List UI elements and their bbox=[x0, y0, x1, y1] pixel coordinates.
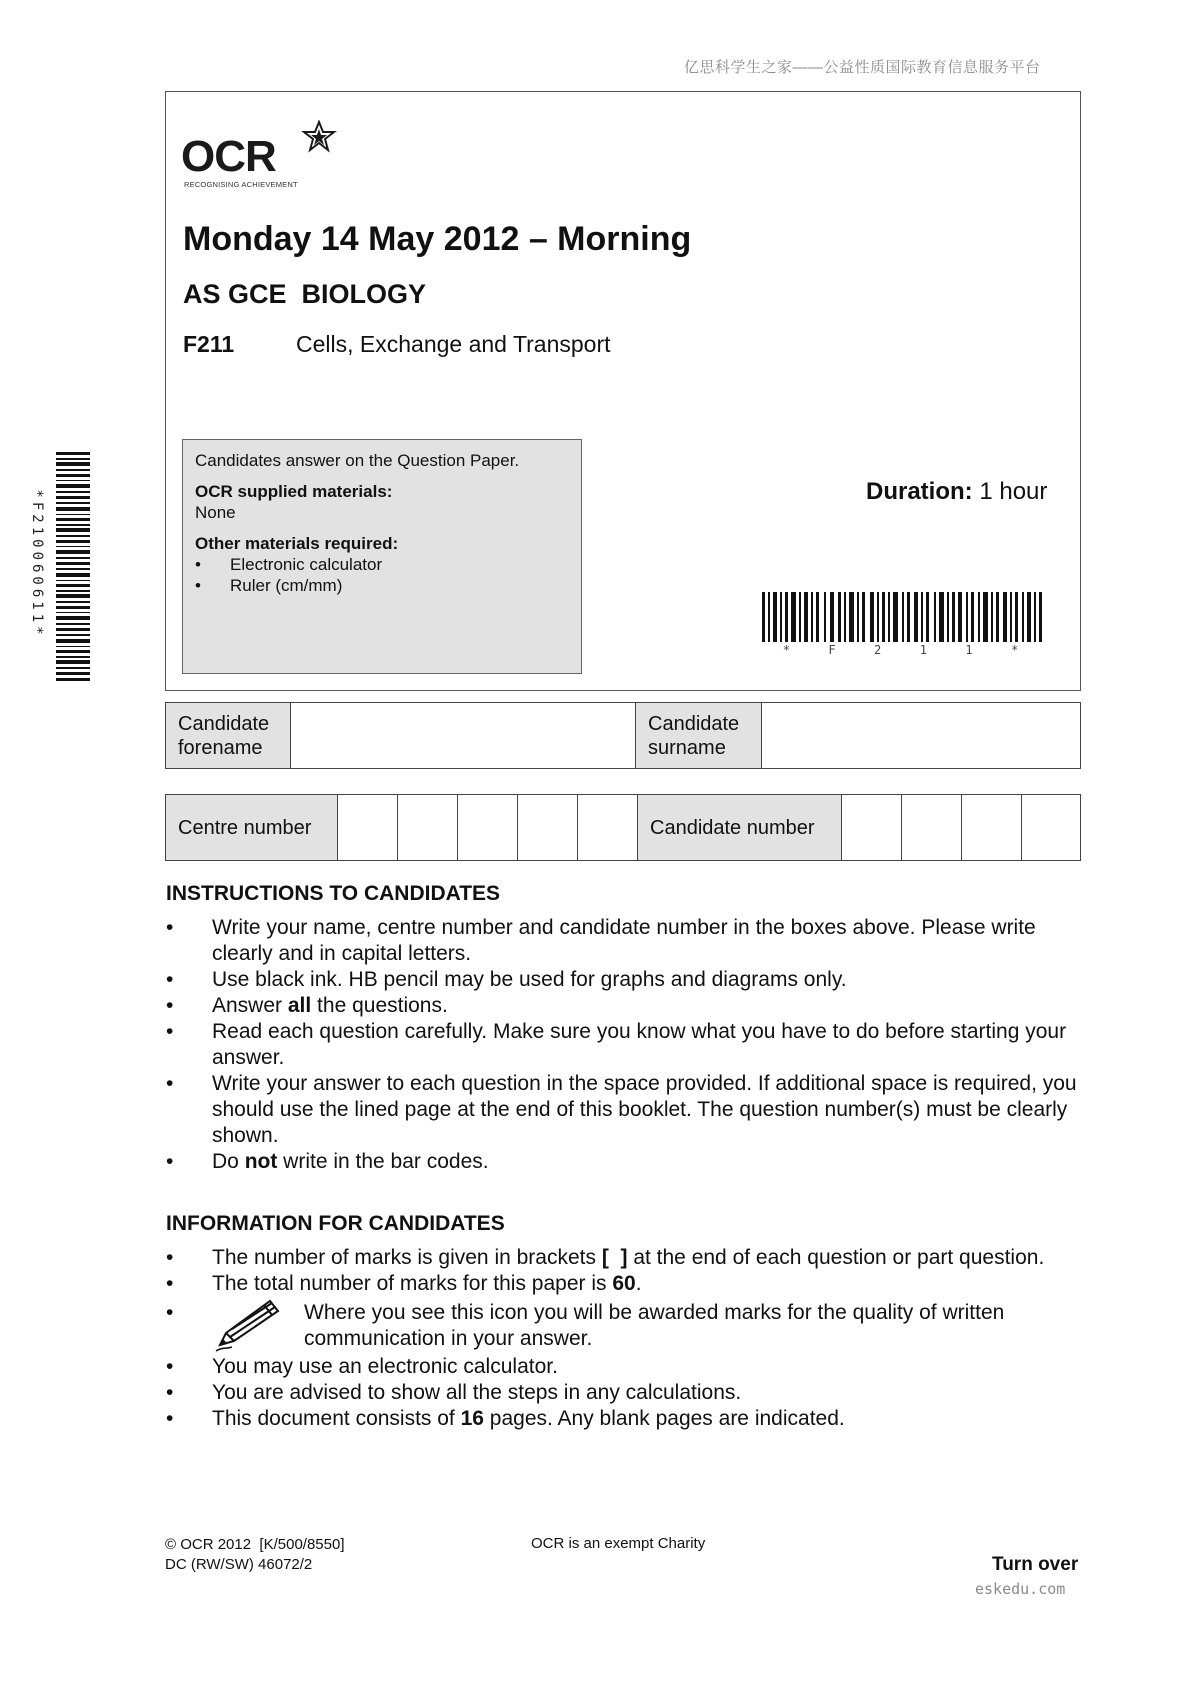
instructions-heading: INSTRUCTIONS TO CANDIDATES bbox=[166, 882, 501, 905]
bold-span: not bbox=[244, 1150, 278, 1173]
duration-label: Duration: bbox=[866, 478, 973, 505]
forename-label bbox=[166, 703, 291, 769]
bold-span: all bbox=[287, 994, 312, 1017]
side-barcode bbox=[48, 452, 98, 682]
watermark-bottom: eskedu.com bbox=[975, 1580, 1066, 1598]
bold-span: 60 bbox=[612, 1272, 636, 1295]
unit-code: F211 bbox=[183, 331, 235, 357]
text-span: Where you see this icon you will be awarded marks for the quality of written communication in your answer. bbox=[304, 1301, 1005, 1350]
list-item: • Use black ink. HB pencil may be used for graphs and diagrams only. bbox=[166, 967, 1086, 993]
list-item bbox=[166, 993, 1086, 1019]
duration bbox=[866, 478, 1047, 506]
watermark-top: 亿思科学生之家——公益性质国际教育信息服务平台 bbox=[684, 59, 1041, 76]
logo-tagline: RECOGNISING ACHIEVEMENT bbox=[184, 180, 298, 189]
turn-over: Turn over bbox=[992, 1554, 1079, 1575]
centre-number-box[interactable] bbox=[338, 795, 398, 861]
text-span: at the end of each question or part question. bbox=[627, 1246, 1045, 1269]
centre-number-box[interactable] bbox=[458, 795, 518, 861]
candidate-number-form bbox=[165, 794, 1081, 861]
text-span: The total number of marks for this paper is bbox=[212, 1272, 613, 1295]
surname-label-line2: surname bbox=[648, 736, 726, 759]
supplied-heading: OCR supplied materials: bbox=[195, 482, 393, 501]
list-item bbox=[166, 1149, 1086, 1175]
centre-number-box[interactable] bbox=[578, 795, 638, 861]
candidate-name-form bbox=[165, 702, 1081, 769]
logo-wordmark: OCR bbox=[181, 132, 276, 181]
list-item bbox=[166, 1406, 1086, 1432]
unit-title: Cells, Exchange and Transport bbox=[296, 331, 611, 357]
footer-copyright bbox=[165, 1535, 345, 1575]
text-span: pages. Any blank pages are indicated. bbox=[483, 1407, 845, 1430]
candidate-number-box[interactable] bbox=[962, 795, 1022, 861]
candidate-number-label: Candidate number bbox=[638, 795, 842, 861]
main-barcode-text: * F 2 1 1 * bbox=[782, 643, 1027, 657]
other-heading: Other materials required: bbox=[195, 534, 399, 553]
list-item: • Ruler (cm/mm) bbox=[195, 575, 569, 596]
text-span: Answer bbox=[212, 994, 288, 1017]
list-item: • Write your answer to each question in the space provided. If additional space is required, you should use the lined page at the end of this booklet. The question number(s) must be clearly shown. bbox=[166, 1071, 1086, 1149]
supplied-value: None bbox=[195, 503, 236, 522]
forename-label-line1: Candidate bbox=[178, 712, 270, 735]
surname-label-line1: Candidate bbox=[648, 712, 740, 735]
list-item: • You are advised to show all the steps in any calculations. bbox=[166, 1380, 1086, 1406]
text-span: Do bbox=[212, 1150, 245, 1173]
answer-note: Candidates answer on the Question Paper. bbox=[195, 451, 520, 470]
pencil-icon bbox=[212, 1297, 286, 1353]
side-barcode-text: *F210060611* bbox=[29, 489, 45, 639]
surname-field[interactable] bbox=[762, 703, 1081, 769]
duration-value: 1 hour bbox=[979, 478, 1048, 505]
text-span: The number of marks is given in brackets bbox=[212, 1246, 602, 1269]
centre-number-box[interactable] bbox=[518, 795, 578, 861]
bold-span: 16 bbox=[460, 1407, 484, 1430]
forename-field[interactable] bbox=[291, 703, 636, 769]
text-span: write in the bar codes. bbox=[277, 1150, 489, 1173]
centre-number-label: Centre number bbox=[166, 795, 338, 861]
text-span: This document consists of bbox=[212, 1407, 461, 1430]
forename-label-line2: forename bbox=[178, 736, 263, 759]
other-materials-list bbox=[195, 554, 569, 596]
star-icon bbox=[301, 120, 337, 154]
ocr-logo bbox=[181, 118, 341, 188]
information-list bbox=[166, 1245, 1086, 1432]
qualification-title: AS GCE BIOLOGY bbox=[183, 279, 427, 309]
list-item: • Read each question carefully. Make sure you know what you have to do before starting your answer. bbox=[166, 1019, 1086, 1071]
text-span: . bbox=[635, 1272, 642, 1295]
copyright-line: © OCR 2012 [K/500/8550] bbox=[165, 1536, 345, 1553]
information-heading: INFORMATION FOR CANDIDATES bbox=[166, 1212, 505, 1235]
list-item: • Write your name, centre number and candidate number in the boxes above. Please write clearly and in capital letters. bbox=[166, 915, 1086, 967]
surname-label bbox=[636, 703, 762, 769]
centre-number-box[interactable] bbox=[398, 795, 458, 861]
candidate-number-box[interactable] bbox=[1022, 795, 1081, 861]
list-item: • Electronic calculator bbox=[195, 554, 569, 575]
materials-box bbox=[182, 439, 582, 674]
text-span: the questions. bbox=[311, 994, 448, 1017]
list-item bbox=[166, 1245, 1086, 1271]
list-item: • You may use an electronic calculator. bbox=[166, 1354, 1086, 1380]
list-item bbox=[166, 1297, 1086, 1354]
instructions-list bbox=[166, 915, 1086, 1175]
list-item bbox=[166, 1271, 1086, 1297]
candidate-number-box[interactable] bbox=[902, 795, 962, 861]
bold-span: [ ] bbox=[601, 1246, 628, 1269]
footer-charity: OCR is an exempt Charity bbox=[531, 1535, 706, 1552]
exam-date: Monday 14 May 2012 – Morning bbox=[183, 220, 692, 258]
document-ref: DC (RW/SW) 46072/2 bbox=[165, 1556, 313, 1573]
candidate-number-box[interactable] bbox=[842, 795, 902, 861]
